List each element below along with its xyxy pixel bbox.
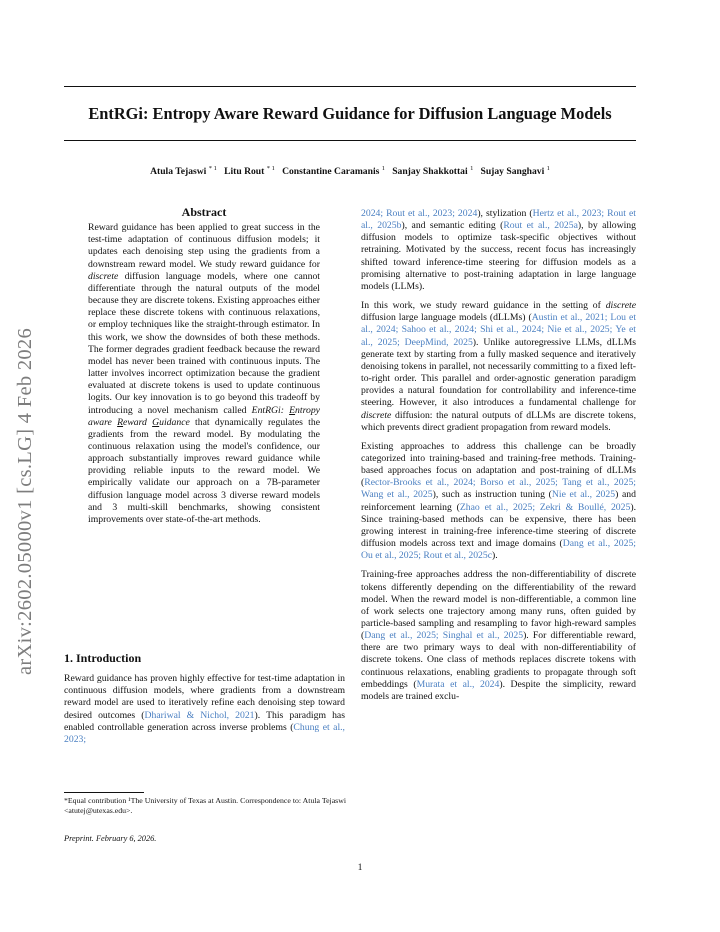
text-run: E	[289, 404, 296, 416]
text-run: ), and semantic editing (	[401, 220, 504, 232]
right-column	[361, 208, 636, 710]
introduction-paragraph-1	[64, 673, 345, 746]
preprint-note: Preprint. February 6, 2026.	[64, 834, 157, 843]
text-run: discrete	[88, 270, 119, 282]
author-name: Atula Tejaswi	[150, 166, 207, 178]
text-run: ). For differentiable reward, there are two primary ways to deal with non-differentiability of discrete tokens. One class of methods replaces discrete tokens with continuous relaxations, enabling gradients to propagate through soft embeddings (	[361, 630, 636, 690]
text-run: ). Unlike autoregressive LLMs, dLLMs generate text by starting from a fully masked sequence and iteratively denoising tokens in parallel, not necessarily committing to a fixed left-to-right order. This parallel and order-agnostic generation paradigm provides a natural foundation for controllability and inference-time steering. However, it also introduces a fundamental challenge for	[361, 336, 636, 409]
text-run: Training-free approaches address the non-differentiability of discrete tokens differently depending on the differentiability of the reward model. When the reward model is non-differentiable, a common line of work selects one trajectory among many runs, often guided by particle-based sampling and resampling to favor high-reward samples (	[361, 569, 636, 642]
author-list	[40, 165, 660, 177]
text-run: ntropy aware	[88, 404, 320, 428]
author-affiliation-mark: * 1	[266, 165, 275, 172]
page-number: 1	[357, 862, 363, 873]
text-run: ), stylization (	[477, 208, 533, 219]
title-bottom-rule	[64, 140, 636, 141]
abstract-section	[88, 206, 320, 526]
text-run: ) and reinforcement learning (	[361, 489, 636, 513]
text-run: eward	[123, 416, 153, 428]
citation-link[interactable]: Hertz et al., 2023; Rout et al., 2025b	[361, 208, 636, 232]
author-affiliation-mark: 1	[470, 165, 474, 172]
text-run: G	[152, 416, 160, 428]
right-paragraph-4	[361, 569, 636, 703]
citation-link[interactable]: Austin et al., 2021; Lou et al., 2024; Sahoo et al., 2024; Shi et al., 2024; Nie et al., 2025; Ye et al., 2025; DeepMind, 2025	[361, 312, 637, 348]
text-run: uidance	[159, 416, 190, 428]
right-paragraph-2	[361, 300, 636, 434]
abstract-text	[88, 222, 320, 526]
text-run: ). Despite the simplicity, reward models are trained exclu-	[361, 678, 636, 702]
text-run: discrete	[605, 300, 636, 312]
text-run: Reward guidance has been applied to great success in the test-time adaptation of continuous diffusion models; it updates each denoising step using the gradients from a downstream reward model. We study reward guidance for	[88, 222, 320, 270]
author-affiliation-mark: * 1	[208, 165, 217, 172]
citation-link[interactable]: Dhariwal & Nichol, 2021	[144, 709, 255, 721]
text-run: diffusion language models, where one cannot differentiate through the natural outputs of the model because they are discrete tokens. Existing approaches either replace these discrete tokens with continuous relaxations, or employ techniques like the straight-through estimator. In this work, we show the downsides of both these methods. The former degrades gradient feedback because the reward model has never been trained with continuous inputs. The latter involves incorrect optimization because the gradient evaluated at discrete tokens is used to update continuous logits. Our key innovation is to go beyond this tradeoff by introducing a novel mechanism called	[88, 270, 320, 416]
author-affiliation-mark: 1	[381, 165, 385, 172]
text-run: diffusion: the natural outputs of dLLMs are discrete tokens, which prevents direct gradient propagation from reward models.	[361, 409, 636, 433]
right-paragraph-1	[361, 208, 636, 293]
citation-link[interactable]: Dang et al., 2025; Ou et al., 2025; Rout et al., 2025c	[361, 538, 636, 562]
text-run: ), such as instruction tuning (	[432, 489, 552, 501]
paper-title: EntRGi: Entropy Aware Reward Guidance for Diffusion Language Models	[88, 104, 612, 123]
footnote: *Equal contribution ¹The University of Texas at Austin. Correspondence to: Atula Tejaswi <atutej@utexas.edu>.	[64, 796, 346, 815]
abstract-heading: Abstract	[181, 205, 227, 219]
text-run: R	[117, 416, 124, 428]
footnote-rule	[64, 792, 144, 793]
text-run: In this work, we study reward guidance in the setting of	[361, 300, 606, 312]
citation-link[interactable]: Zhao et al., 2025; Zekri & Boullé, 2025	[459, 501, 631, 513]
introduction-left-column	[64, 652, 345, 753]
author-name: Sujay Sanghavi	[480, 166, 545, 178]
text-run: ). This paradigm has enabled controllable generation across inverse problems (	[64, 709, 345, 733]
author-affiliation-mark: 1	[546, 165, 550, 172]
text-run: that dynamically regulates the gradients from the reward model. By modulating the continuous relaxation using the model's confidence, our approach substantially improves reward guidance while providing reliable inputs to the reward model. We empirically validate our approach on a 7B-parameter diffusion language model across 3 diverse reward models and 3 multi-skill benchmarks, showing consistent improvements over state-of-the-art methods.	[88, 416, 321, 525]
arxiv-stamp: arXiv:2602.05000v1 [cs.LG] 4 Feb 2026	[14, 327, 36, 675]
text-run: Existing approaches to address this challenge can be broadly categorized into training-based and training-free methods. Training-based approaches focus on adaptation and post-training of dLLMs (	[361, 440, 636, 489]
text-run: Reward guidance has proven highly effective for test-time adaptation in continuous diffusion models, where gradients from a downstream reward model are used to iteratively refine each denoising step toward desired outcomes (	[64, 673, 345, 721]
citation-link[interactable]: Murata et al., 2024	[416, 678, 500, 690]
text-run: EntRGi:	[251, 404, 290, 416]
author-name: Sanjay Shakkottai	[392, 166, 468, 178]
citation-link[interactable]: Rout et al., 2025a	[503, 220, 578, 232]
text-run: diffusion large language models (dLLMs) (	[361, 312, 532, 324]
citation-link[interactable]: Nie et al., 2025	[551, 489, 616, 501]
right-paragraph-3	[361, 441, 636, 563]
text-run: ), by allowing diffusion models to optimize task-specific objectives without retraining. Motivated by the success, recent focus has increasingly shifted toward inference-time steering for diffusion models as a promising alternative to post-training adaptation in large language models (LLMs).	[361, 220, 636, 292]
text-run: discrete	[361, 409, 392, 421]
introduction-heading: 1. Introduction	[64, 651, 142, 665]
text-run: ). Since training-based methods can be expensive, there has been growing interest in training-free inference-time steering of discrete diffusion models across text and image domains (	[361, 501, 636, 550]
citation-link[interactable]: Dang et al., 2025; Singhal et al., 2025	[364, 630, 524, 642]
citation-link[interactable]: 2024; Rout et al., 2023; 2024	[361, 208, 478, 219]
citation-link[interactable]: Chung et al., 2023;	[64, 721, 345, 745]
top-rule	[64, 86, 636, 87]
author-name: Litu Rout	[224, 166, 265, 178]
text-run: ).	[492, 550, 498, 562]
citation-link[interactable]: Rector-Brooks et al., 2024; Borso et al., 2025; Tang et al., 2025; Wang et al., 2025	[361, 477, 636, 501]
author-name: Constantine Caramanis	[282, 166, 380, 178]
